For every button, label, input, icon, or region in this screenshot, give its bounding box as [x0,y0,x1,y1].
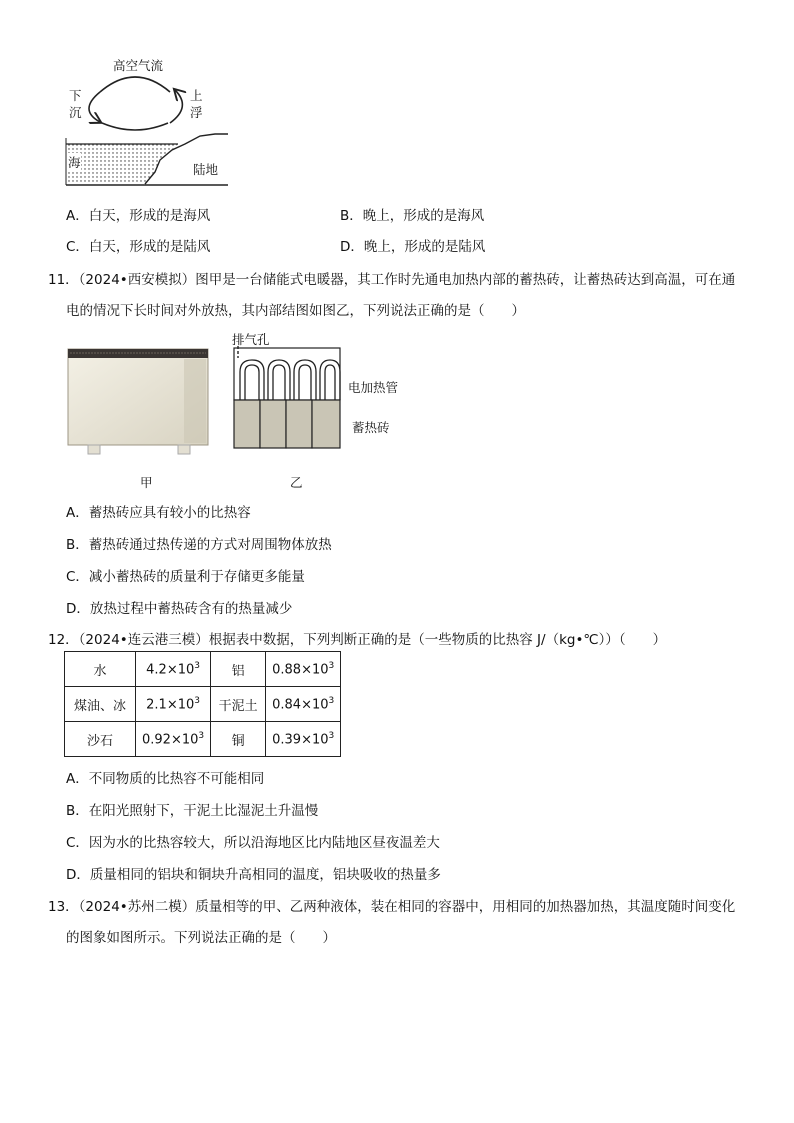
q13-stem-line2: 的图象如图所示。下列说法正确的是（ ） [66,930,336,946]
label-rise-1: 上 [190,88,203,103]
q10-option-c: C．白天，形成的是陆风 [66,239,211,255]
q10-option-b: B．晚上，形成的是海风 [340,208,485,224]
table-cell: $0.92\times 10^3$ [136,722,211,757]
table-cell: $0.84\times 10^3$ [266,687,341,722]
heater-photo [66,345,212,457]
label-heating-tube: 电加热管 [348,380,399,395]
label-heat-brick: 蓄热砖 [352,420,390,435]
circulation-arc-left [89,92,100,122]
q10-option-d: D．晚上，形成的是陆风 [340,239,486,255]
q11-stem-line1: 11．（2024•西安模拟）图甲是一台储能式电暖器，其工作时先通电加热内部的蓄热砖，让蓄热砖达到高温，可在通 [48,272,736,288]
q11-stem-line2: 电的情况下长时间对外放热，其内部结图如图乙，下列说法正确的是（ ） [66,303,525,319]
caption-yi: 乙 [290,475,303,490]
table-row [65,652,341,687]
table-cell: 煤油、冰 [65,687,136,722]
q12-option-a: A．不同物质的比热容不可能相同 [66,771,265,787]
label-sink-1: 下 [69,88,82,103]
sea-region [66,144,178,184]
q12-option-b: B．在阳光照射下，干泥土比湿泥土升温慢 [66,803,319,819]
q12-option-d: D．质量相同的铝块和铜块升高相同的温度，铝块吸收的热量多 [66,867,441,883]
q11-option-d: D．放热过程中蓄热砖含有的热量减少 [66,601,293,617]
circulation-arc-top [100,77,170,92]
heater-internal-diagram [232,342,344,452]
table-cell: 沙石 [65,722,136,757]
caption-jia: 甲 [140,475,153,490]
q12-option-c: C．因为水的比热容较大，所以沿海地区比内陆地区昼夜温差大 [66,835,440,851]
circulation-arc-right [170,90,182,123]
circulation-arc-bottom [102,123,168,130]
q11-option-a: A．蓄热砖应具有较小的比热容 [66,505,251,521]
q11-option-c: C．减小蓄热砖的质量利于存储更多能量 [66,569,305,585]
label-sink-2: 沉 [69,105,82,120]
q13-stem-line1: 13．（2024•苏州二模）质量相等的甲、乙两种液体，装在相同的容器中，用相同的加热器加热，其温度随时间变化 [48,899,736,915]
table-cell: $0.39\times 10^3$ [266,722,341,757]
label-sea: 海 [68,155,81,170]
q12-stem-line1: 12．（2024•连云港三模）根据表中数据，下列判断正确的是（一些物质的比热容 J/（kg•℃））（ ） [48,632,667,648]
specific-heat-table [64,651,341,757]
table-cell: $0.88\times 10^3$ [266,652,341,687]
label-rise-2: 浮 [190,105,203,120]
table-cell: 铜 [211,722,266,757]
label-high-air-flow: 高空气流 [113,58,164,73]
q11-option-b: B．蓄热砖通过热传递的方式对周围物体放热 [66,537,332,553]
q10-option-a: A．白天，形成的是海风 [66,208,211,224]
table-cell: 水 [65,652,136,687]
table-cell: 铝 [211,652,266,687]
table-cell: $2.1\times 10^3$ [136,687,211,722]
label-land: 陆地 [193,162,219,177]
table-row [65,722,341,757]
label-vent: 排气孔 [232,332,270,347]
table-row [65,687,341,722]
table-cell: 干泥土 [211,687,266,722]
table-cell: $4.2\times 10^3$ [136,652,211,687]
